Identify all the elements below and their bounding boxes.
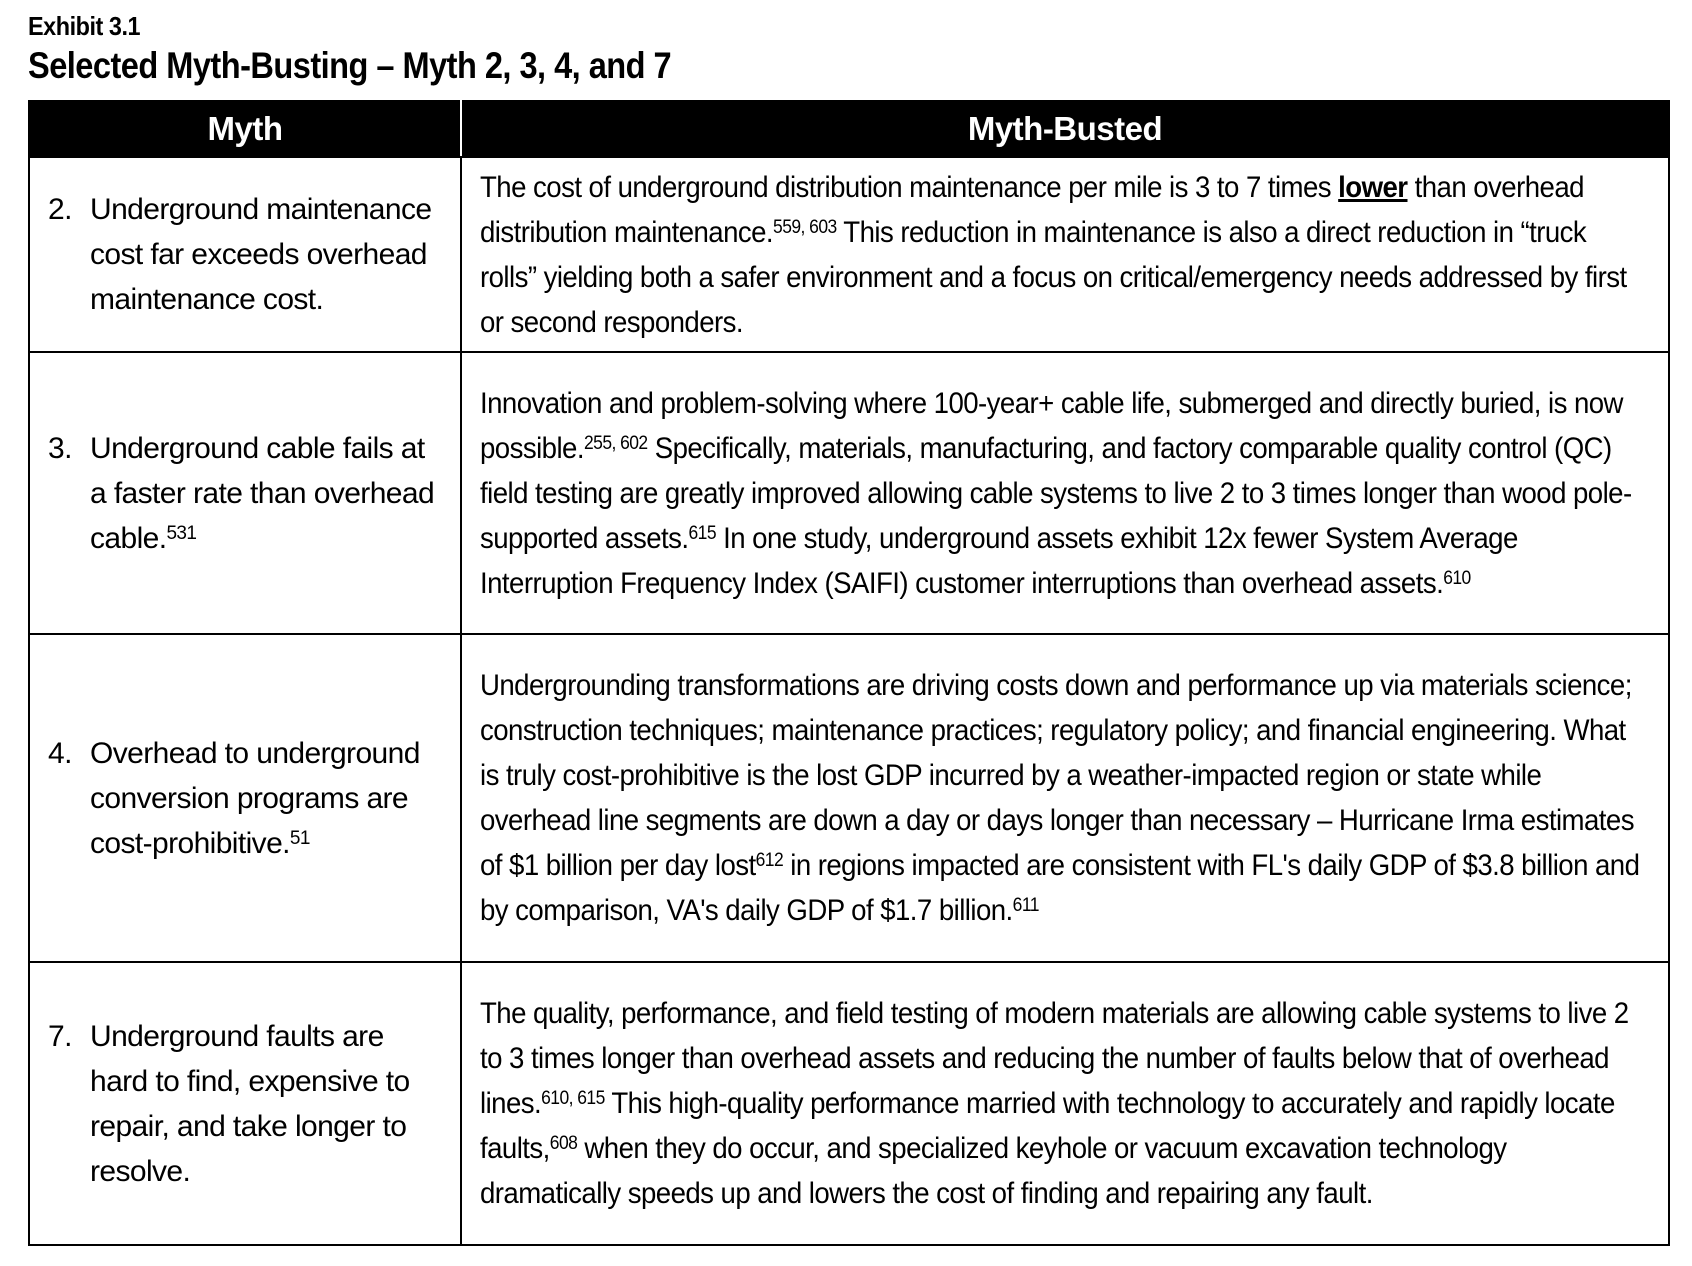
table-row [29,157,1669,352]
table-row [29,352,1669,634]
emphasis-text: lower [1338,170,1408,204]
busted-cell [461,157,1669,352]
myth-cell [29,352,461,634]
myth-cell [29,157,461,352]
busted-text: Innovation and problem-solving where 100-year+ cable life, submerged and directly buried, is now possible.$^{255, 602}$ Specifically, materials, manufacturing, and factory comparable quality control (QC) field testing are greatly improved allowing cable systems to live 2 to 3 times longer than wood pole-supported assets.$^{615}$ In one study, underground assets exhibit 12x fewer System Average Interruption Frequency Index (SAIFI) customer interruptions than overhead assets.$^{610}$ [480,386,1632,600]
busted-text: Undergrounding transformations are driving costs down and performance up via materials science; construction techniques; maintenance practices; regulatory policy; and financial engineering. What is truly cost-prohibitive is the lost GDP incurred by a weather-impacted region or state while overhead line segments are down a day or days longer than necessary – Hurricane Irma estimates of $1 billion per day lost$^{612}$ in regions impacted are consistent with FL's daily GDP of $3.8 billion and by comparison, VA's daily GDP of $1.7 billion.$^{611}$ [480,669,1640,927]
footnote-ref: 51 [289,827,310,849]
myth-table [28,100,1670,1246]
myth-number: 4. [48,736,72,770]
busted-text: The cost of underground distribution maintenance per mile is 3 to 7 times lower than overhead distribution maintenance.$^{559, 603}$ This reduction in maintenance is also a direct reduction in “truck rolls” yielding both a safer environment and a focus on critical/emergency needs addressed by first or second responders. [480,170,1627,339]
busted-cell [461,352,1669,634]
exhibit-label: Exhibit 3.1 [28,11,141,41]
footnote-ref: 255, 602 [583,432,648,454]
footnote-ref: 608 [549,1133,578,1154]
footnote-ref: 612 [755,850,784,871]
myth-text: Underground faults are hard to find, expensive to repair, and take longer to resolve. [90,1019,410,1188]
footnote-ref: 610 [1443,567,1471,589]
busted-cell [461,962,1669,1245]
myth-cell [29,634,461,962]
myth-number: 2. [48,193,72,226]
busted-cell [461,634,1669,962]
myth-number: 3. [48,431,72,465]
table-header-row [29,101,1669,157]
table-row [29,962,1669,1245]
myth-text: Underground cable fails at a faster rate than overhead cable.$^{531}$ [90,431,435,555]
myth-text: Overhead to underground conversion programs are cost-prohibitive.$^{51}$ [90,736,420,860]
column-header-myth-busted: Myth-Busted [461,101,1669,157]
footnote-ref: 611 [1012,895,1039,916]
column-header-myth: Myth [29,101,461,157]
footnote-ref: 610, 615 [541,1088,605,1109]
document-page [28,10,1668,1210]
footnote-ref: 615 [688,522,716,544]
myth-text: Underground maintenance cost far exceeds overhead maintenance cost. [90,193,432,316]
footnote-ref: 559, 603 [773,216,837,238]
busted-text: The quality, performance, and field testing of modern materials are allowing cable systems to live 2 to 3 times longer than overhead assets and reducing the number of faults below that of overhead lines.$^{610, 615}$ This high-quality performance married with technology to accurately and rapidly locate faults,$^{608}$ when they do occur, and specialized keyhole or vacuum excavation technology dramatically speeds up and lowers the cost of finding and repairing any fault. [480,997,1629,1210]
myth-cell [29,962,461,1245]
myth-number: 7. [48,1019,72,1053]
table-row [29,634,1669,962]
footnote-ref: 531 [166,522,197,544]
exhibit-title: Selected Myth-Busting – Myth 2, 3, 4, and 7 [28,45,672,86]
